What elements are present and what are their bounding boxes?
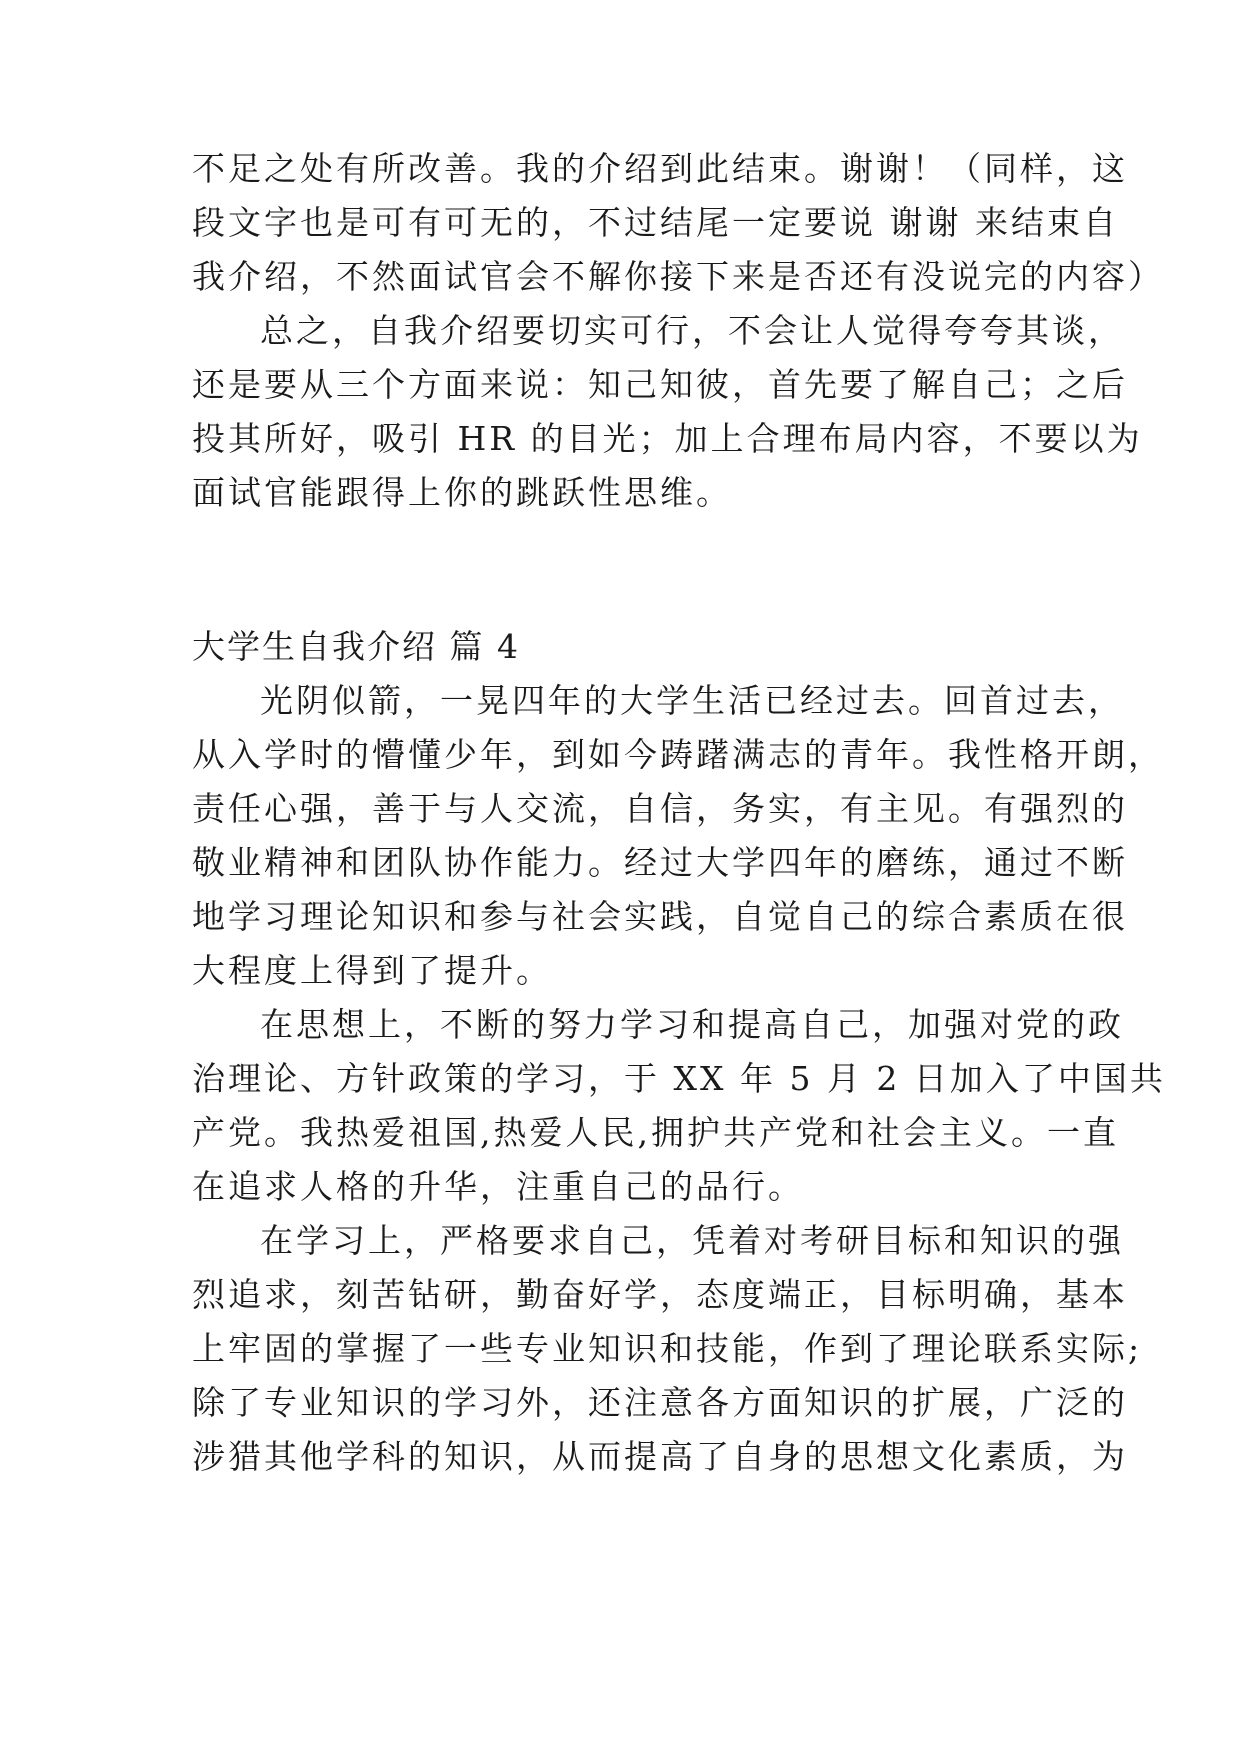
text-line: 产党。我热爱祖国,热爱人民,拥护共产党和社会主义。一直 xyxy=(192,1113,1119,1152)
text-line: 段文字也是可有可无的，不过结尾一定要说 谢谢 来结束自 xyxy=(192,203,1119,242)
text-line: 涉猎其他学科的知识，从而提高了自身的思想文化素质，为 xyxy=(192,1437,1128,1476)
text-line: 投其所好，吸引 HR 的目光；加上合理布局内容，不要以为 xyxy=(192,419,1143,458)
text-line: 我介绍，不然面试官会不解你接下来是否还有没说完的内容） xyxy=(192,257,1164,296)
text-line: 除了专业知识的学习外，还注意各方面知识的扩展，广泛的 xyxy=(192,1383,1128,1422)
text-line: 治理论、方针政策的学习，于 XX 年 5 月 2 日加入了中国共 xyxy=(192,1059,1166,1098)
text-line: 上牢固的掌握了一些专业知识和技能，作到了理论联系实际; xyxy=(192,1329,1143,1368)
section-heading: 大学生自我介绍 篇 4 xyxy=(192,627,520,666)
text-line: 光阴似箭，一晃四年的大学生活已经过去。回首过去， xyxy=(260,681,1124,720)
text-line: 责任心强，善于与人交流，自信，务实，有主见。有强烈的 xyxy=(192,789,1128,828)
text-line: 在学习上，严格要求自己，凭着对考研目标和知识的强 xyxy=(260,1221,1124,1260)
text-line: 不足之处有所改善。我的介绍到此结束。谢谢！（同样，这 xyxy=(192,149,1128,188)
text-line: 总之，自我介绍要切实可行，不会让人觉得夸夸其谈， xyxy=(260,311,1124,350)
text-line: 从入学时的懵懂少年，到如今踌躇满志的青年。我性格开朗， xyxy=(192,735,1164,774)
text-line: 在思想上，不断的努力学习和提高自己，加强对党的政 xyxy=(260,1005,1124,1044)
text-line: 在追求人格的升华，注重自己的品行。 xyxy=(192,1167,804,1206)
text-line: 地学习理论知识和参与社会实践，自觉自己的综合素质在很 xyxy=(192,897,1128,936)
text-line: 大程度上得到了提升。 xyxy=(192,951,552,990)
text-line: 还是要从三个方面来说：知己知彼，首先要了解自己；之后 xyxy=(192,365,1128,404)
text-line: 敬业精神和团队协作能力。经过大学四年的磨练，通过不断 xyxy=(192,843,1128,882)
text-line: 烈追求，刻苦钻研，勤奋好学，态度端正，目标明确，基本 xyxy=(192,1275,1128,1314)
text-line: 面试官能跟得上你的跳跃性思维。 xyxy=(192,473,732,512)
